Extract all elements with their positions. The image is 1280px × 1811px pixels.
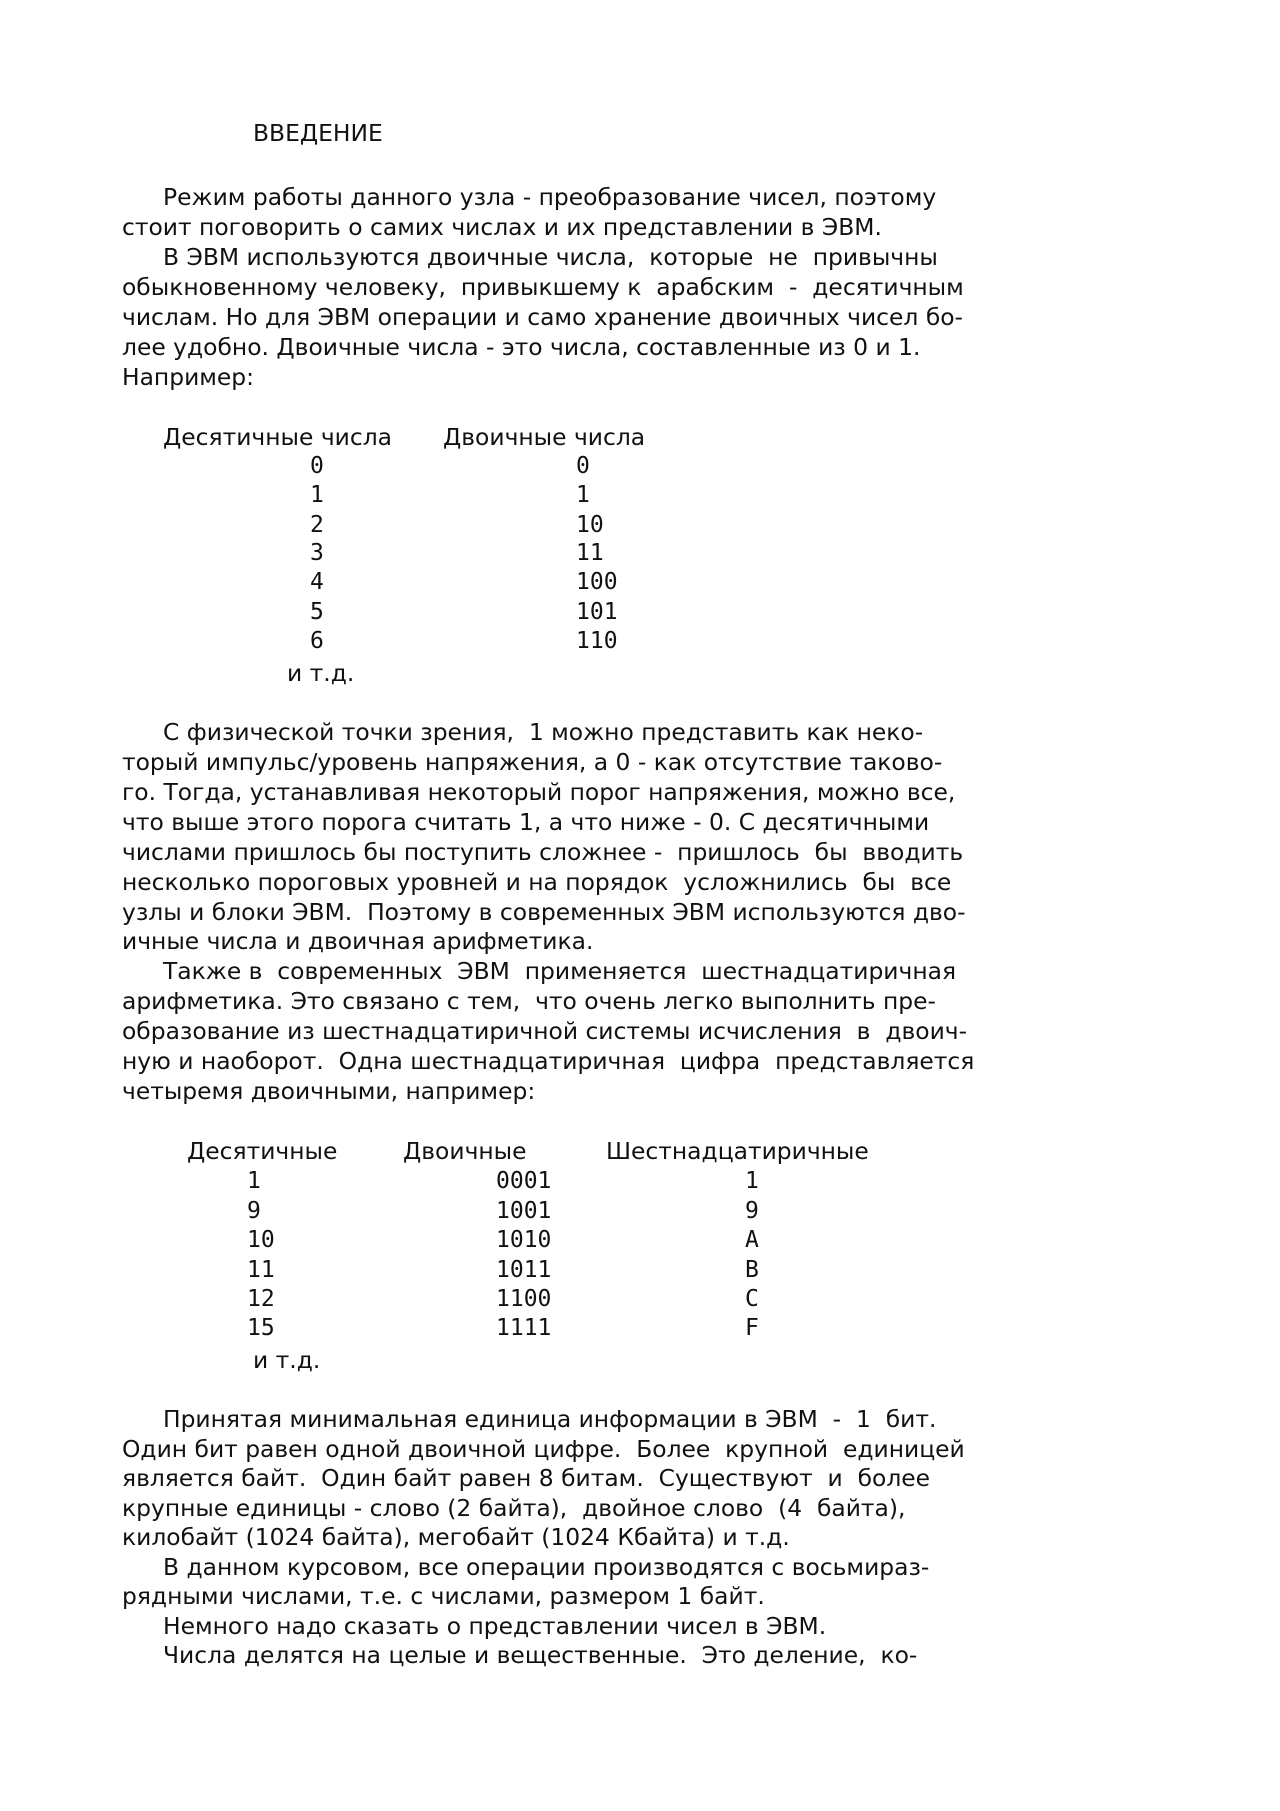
page-title: ВВЕДЕНИЕ	[253, 119, 383, 147]
paragraph-line: арифметика. Это связано с тем, что очень легко выполнить пре-	[122, 987, 936, 1015]
table-header-decimal: Десятичные числа	[163, 423, 392, 451]
table-cell-decimal: 0	[310, 453, 324, 479]
paragraph-line: В ЭВМ используются двоичные числа, которые не привычны	[163, 243, 938, 271]
table-etc: и т.д.	[287, 659, 355, 687]
paragraph-line: Один бит равен одной двоичной цифре. Более крупной единицей	[122, 1435, 965, 1463]
paragraph-line: стоит поговорить о самих числах и их представлении в ЭВМ.	[122, 213, 882, 241]
table-cell-hex: B	[745, 1257, 759, 1283]
paragraph-line: Режим работы данного узла - преобразование чисел, поэтому	[163, 183, 937, 211]
table-cell-binary: 1111	[496, 1315, 552, 1341]
table-cell-decimal: 2	[310, 512, 324, 538]
paragraph-line: числам. Но для ЭВМ операции и само хранение двоичных чисел бо-	[122, 303, 963, 331]
paragraph-line: ную и наоборот. Одна шестнадцатиричная цифра представляется	[122, 1047, 975, 1075]
table-cell-decimal: 1	[310, 482, 324, 508]
table-cell-decimal: 10	[247, 1227, 275, 1253]
table-cell-decimal: 15	[247, 1315, 275, 1341]
table-header-hex: Шестнадцатиричные	[606, 1137, 869, 1165]
paragraph-line: Также в современных ЭВМ применяется шестнадцатиричная	[163, 957, 957, 985]
table-cell-binary: 1011	[496, 1257, 552, 1283]
paragraph-line: лее удобно. Двоичные числа - это числа, составленные из 0 и 1.	[122, 333, 921, 361]
table-cell-decimal: 6	[310, 628, 324, 654]
table-cell-binary: 1	[576, 482, 590, 508]
table-header-binary: Двоичные	[403, 1137, 527, 1165]
table-cell-hex: 1	[745, 1168, 759, 1194]
paragraph-line: Принятая минимальная единица информации в ЭВМ - 1 бит.	[163, 1405, 937, 1433]
table-cell-binary: 0001	[496, 1168, 552, 1194]
table-cell-decimal: 11	[247, 1257, 275, 1283]
paragraph-line: четыремя двоичными, например:	[122, 1077, 536, 1105]
table-cell-binary: 0	[576, 453, 590, 479]
paragraph-line: С физической точки зрения, 1 можно представить как неко-	[163, 718, 924, 746]
table-cell-binary: 101	[576, 599, 618, 625]
table-cell-decimal: 9	[247, 1198, 261, 1224]
paragraph-line: го. Тогда, устанавливая некоторый порог напряжения, можно все,	[122, 778, 956, 806]
paragraph-line: ичные числа и двоичная арифметика.	[122, 927, 594, 955]
table-etc: и т.д.	[253, 1346, 321, 1374]
paragraph-line: килобайт (1024 байта), мегобайт (1024 Кбайта) и т.д.	[122, 1523, 790, 1551]
paragraph-line: Например:	[122, 363, 255, 391]
table-cell-decimal: 4	[310, 569, 324, 595]
paragraph-line: узлы и блоки ЭВМ. Поэтому в современных ЭВМ используются дво-	[122, 898, 966, 926]
paragraph-line: торый импульс/уровень напряжения, а 0 - как отсутствие таково-	[122, 748, 943, 776]
table-cell-decimal: 5	[310, 599, 324, 625]
paragraph-line: образование из шестнадцатиричной системы исчисления в двоич-	[122, 1017, 968, 1045]
table-header-decimal: Десятичные	[187, 1137, 338, 1165]
table-cell-decimal: 1	[247, 1168, 261, 1194]
table-cell-binary: 10	[576, 512, 604, 538]
paragraph-line: В данном курсовом, все операции производятся с восьмираз-	[163, 1553, 930, 1581]
table-cell-decimal: 12	[247, 1286, 275, 1312]
table-cell-hex: F	[745, 1315, 759, 1341]
table-cell-binary: 100	[576, 569, 618, 595]
paragraph-line: рядными числами, т.е. с числами, размером 1 байт.	[122, 1582, 765, 1610]
table-cell-binary: 110	[576, 628, 618, 654]
table-cell-binary: 1001	[496, 1198, 552, 1224]
paragraph-line: обыкновенному человеку, привыкшему к арабским - десятичным	[122, 273, 964, 301]
paragraph-line: числами пришлось бы поступить сложнее - пришлось бы вводить	[122, 838, 964, 866]
table-cell-hex: A	[745, 1227, 759, 1253]
paragraph-line: является байт. Один байт равен 8 битам. Существуют и более	[122, 1464, 931, 1492]
table-cell-binary: 11	[576, 540, 604, 566]
paragraph-line: Числа делятся на целые и вещественные. Это деление, ко-	[163, 1641, 918, 1669]
table-header-binary: Двоичные числа	[443, 423, 646, 451]
table-cell-hex: 9	[745, 1198, 759, 1224]
paragraph-line: Немного надо сказать о представлении чисел в ЭВМ.	[163, 1612, 827, 1640]
paragraph-line: крупные единицы - слово (2 байта), двойное слово (4 байта),	[122, 1494, 906, 1522]
paragraph-line: несколько пороговых уровней и на порядок усложнились бы все	[122, 868, 952, 896]
table-cell-hex: C	[745, 1286, 759, 1312]
table-cell-binary: 1100	[496, 1286, 552, 1312]
table-cell-binary: 1010	[496, 1227, 552, 1253]
table-cell-decimal: 3	[310, 540, 324, 566]
paragraph-line: что выше этого порога считать 1, а что ниже - 0. С десятичными	[122, 808, 930, 836]
